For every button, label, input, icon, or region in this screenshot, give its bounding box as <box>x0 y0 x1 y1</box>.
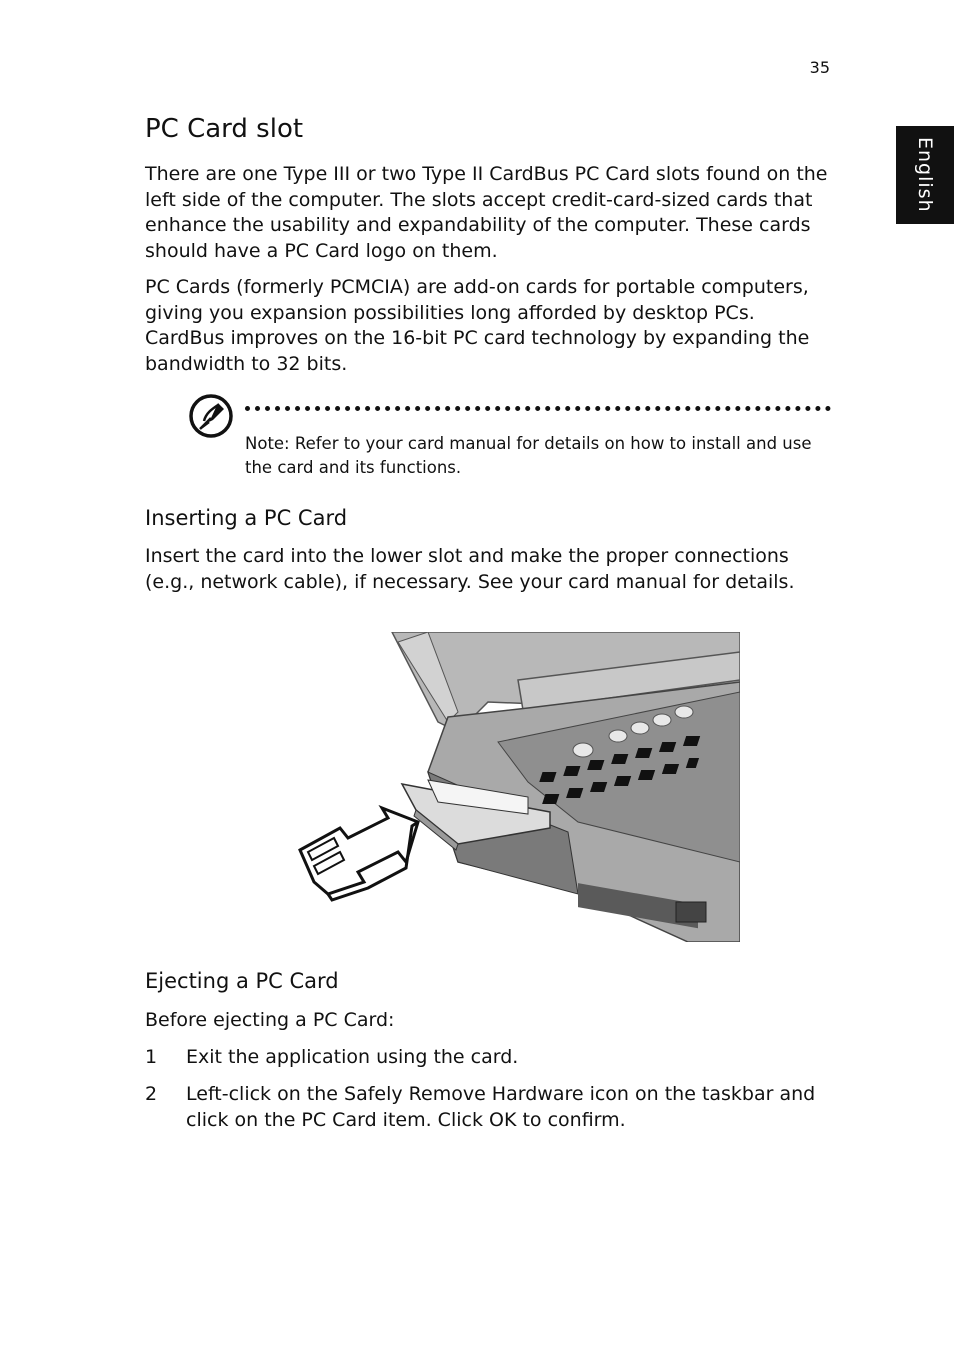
section-title: PC Card slot <box>145 114 304 144</box>
inserting-text: Insert the card into the lower slot and make the proper connections (e.g., network cable), if necessary. See your card manual for details. <box>145 545 795 593</box>
laptop-pc-card-illustration <box>288 632 740 942</box>
pc-card-description: PC Cards (formerly PCMCIA) are add-on cards for portable computers, giving you expansion possibilities long afforded by desktop PCs. CardBus improves on the 16-bit PC card technology by expanding the bandwidth to 32 bits. <box>145 276 810 375</box>
inserting-title: Inserting a PC Card <box>145 506 348 530</box>
note-divider <box>245 406 831 411</box>
side-tab-label: English <box>914 137 936 213</box>
note-box <box>245 432 831 479</box>
step-number: 2 <box>145 1083 158 1105</box>
pen-nib-icon <box>188 393 234 439</box>
step-text-before: Left-click on the Safely Remove Hardware icon on the taskbar and click on the PC Card item. Click <box>186 1083 816 1131</box>
intro-paragraph: There are one Type III or two Type II CardBus PC Card slots found on the left side of the computer. The slots accept credit-card-sized cards that enhance the usability and expandability of the computer. These cards should have a PC Card logo on them. <box>145 163 828 262</box>
note-text: Refer to your card manual for details on how to install and use the card and its functions. <box>245 434 812 477</box>
note-label: Note: <box>245 434 290 453</box>
ejecting-intro: Before ejecting a PC Card: <box>145 1009 395 1031</box>
step-text <box>186 1082 835 1133</box>
language-side-tab <box>896 126 954 224</box>
ejecting-title: Ejecting a PC Card <box>145 969 339 993</box>
page-number: 35 <box>809 58 830 77</box>
step-number: 1 <box>145 1046 158 1068</box>
ok-label: OK <box>489 1108 517 1131</box>
step-text: Exit the application using the card. <box>186 1046 519 1068</box>
step-text-after: to confirm. <box>516 1108 626 1131</box>
